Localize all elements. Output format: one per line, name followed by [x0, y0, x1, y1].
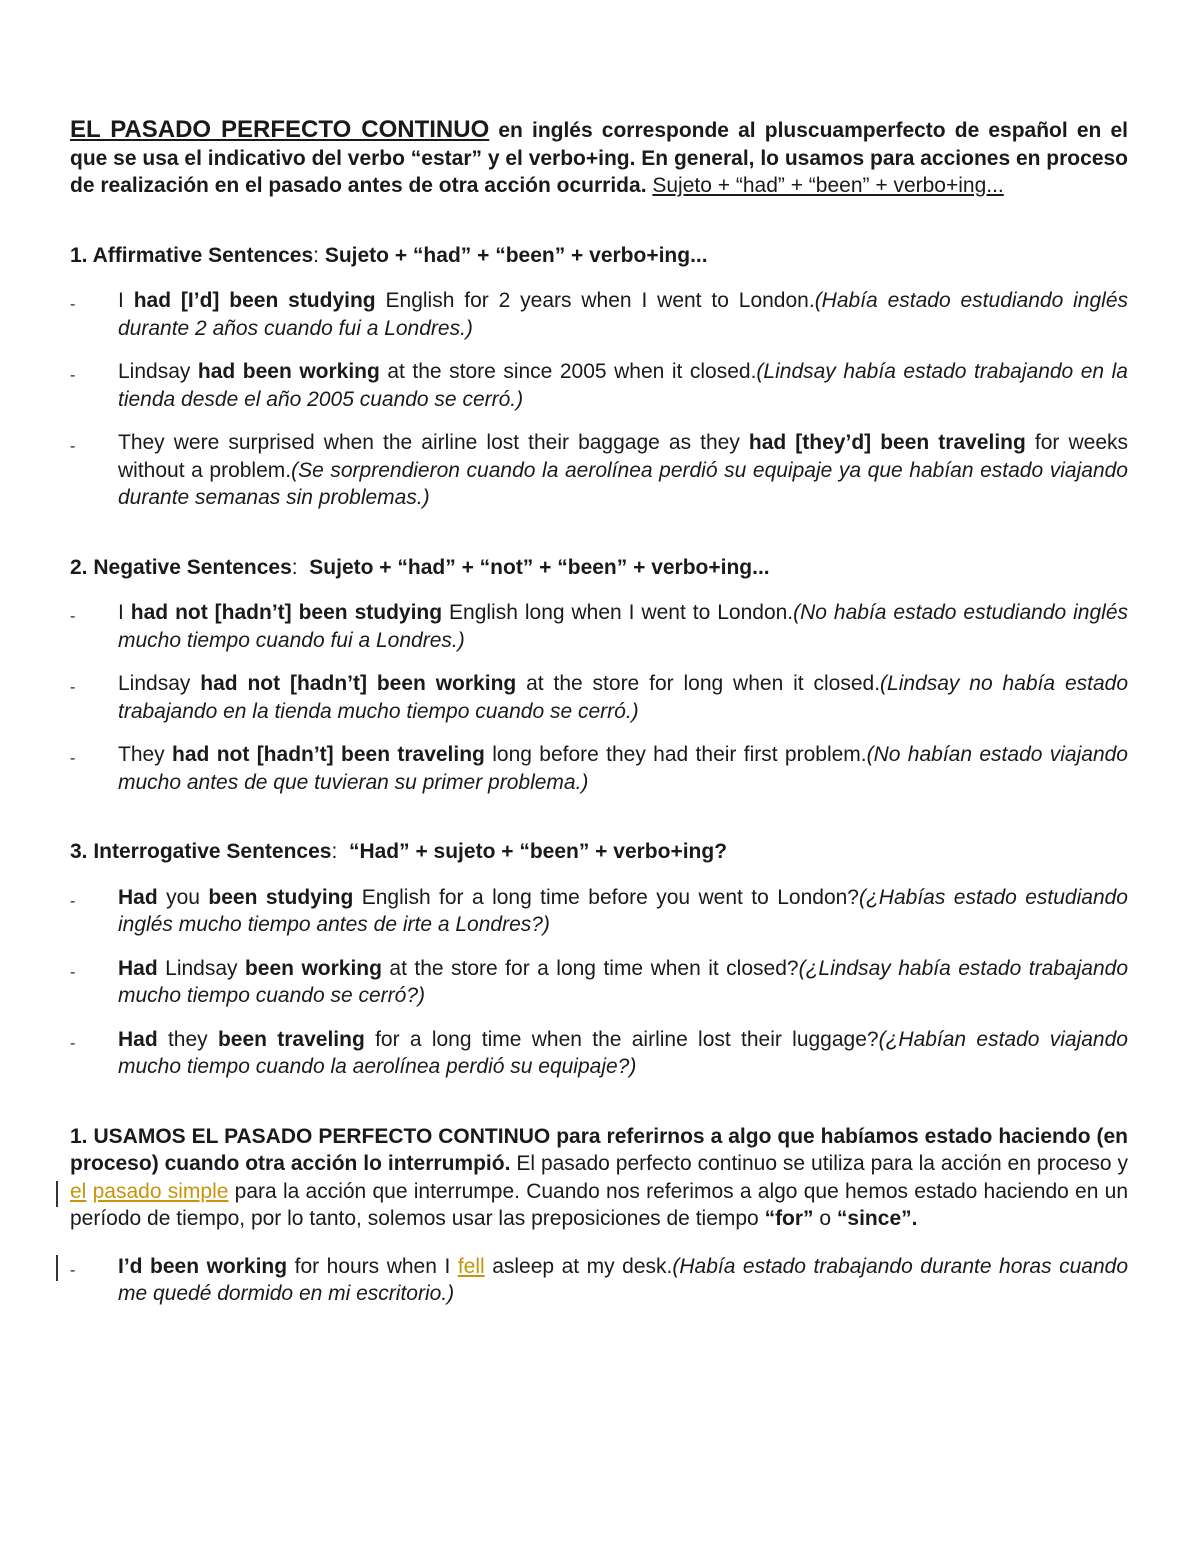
example-bold: I’d been working: [118, 1254, 288, 1278]
section-heading: [70, 554, 1128, 582]
bold-verb-phrase: Had: [118, 885, 158, 909]
example-item: [70, 287, 1128, 342]
section-heading: [70, 838, 1128, 866]
spanish-translation: (¿Habían estado viajando mucho tiempo cuando la aerolínea perdió su equipaje?): [118, 1027, 1128, 1078]
intro-text: en inglés corresponde al pluscuamperfecto de español en el que se usa el indicativo del verbo “estar” y el verbo+ing. En general, lo usamos para acciones en proceso de realización en el pasado antes de otra acción ocurrida.: [70, 119, 1128, 197]
section-heading: [70, 242, 1128, 270]
spanish-translation: (No había estado estudiando inglés mucho tiempo cuando fui a Londres.): [118, 601, 1129, 652]
sentence-text: long before they had their first problem.: [484, 743, 867, 766]
sentence-text: for weeks without a problem.: [118, 431, 1128, 482]
bullet-dash: -: [70, 608, 76, 625]
section-title: 2. Negative Sentences: [70, 555, 292, 579]
section-formula: Sujeto + “had” + “not” + “been” + verbo+ing...: [297, 555, 770, 579]
sentence-text: English long when I went to London.: [442, 601, 794, 624]
example-item: [70, 670, 1128, 725]
section-formula: Sujeto + “had” + “been” + verbo+ing...: [319, 243, 708, 267]
example-link-fell[interactable]: fell: [457, 1254, 485, 1278]
bullet-dash: -: [70, 892, 76, 910]
usage-link-el[interactable]: el: [70, 1179, 87, 1203]
bold-verb-phrase: Had: [118, 956, 158, 980]
bold-verb-phrase: had not [hadn’t] been traveling: [172, 743, 485, 766]
section-title: 1. Affirmative Sentences: [70, 243, 314, 267]
example-text-2: asleep at my desk.: [484, 1254, 673, 1278]
section-title: 3. Interrogative Sentences: [70, 840, 332, 863]
spanish-translation: (Había estado estudiando inglés durante 2 años cuando fui a Londres.): [118, 289, 1128, 340]
usage-lead: 1. USAMOS EL PASADO PERFECTO CONTINUO para referirnos a algo que habíamos estado haciendo (en proceso) cuando otra acción lo interrumpió.: [70, 1124, 1128, 1175]
bullet-dash: -: [70, 750, 76, 767]
document-page: [70, 116, 1128, 1308]
section-formula: “Had” + sujeto + “been” + verbo+ing?: [337, 840, 728, 863]
revision-bar: [56, 1181, 58, 1207]
sentence-text: They: [118, 743, 173, 766]
sentence-text: Lindsay: [157, 956, 245, 980]
bold-verb-phrase: had [I’d] been studying: [133, 289, 376, 312]
example-item: [70, 358, 1128, 413]
bold-verb-phrase: been working: [244, 956, 382, 980]
section-colon: :: [291, 555, 298, 579]
sentence-text: Lindsay: [118, 672, 201, 695]
example-item: [70, 1026, 1128, 1081]
usage-text-2: para la acción que interrumpe. Cuando nos referimos a algo que hemos estado haciendo en un período de tiempo, por lo tanto, solemos usar las preposiciones de tiempo: [70, 1179, 1128, 1230]
spanish-translation: (Lindsay había estado trabajando en la tienda desde el año 2005 cuando se cerró.): [118, 360, 1128, 411]
usage-text-1: El pasado perfecto continuo se utiliza para la acción en proceso y: [510, 1152, 1128, 1175]
bullet-dash: -: [70, 1034, 76, 1052]
bold-verb-phrase: had not [hadn’t] been working: [200, 672, 517, 695]
sentence-text: at the store for long when it closed.: [516, 672, 881, 695]
bullet-dash: -: [70, 963, 76, 981]
section-colon: :: [313, 243, 319, 267]
intro-formula: Sujeto + “had” + “been” + verbo+ing...: [652, 174, 1004, 197]
example-item: [70, 429, 1128, 512]
sentence-text: English for 2 years when I went to London.: [375, 289, 815, 312]
bullet-dash: -: [70, 1261, 76, 1279]
bold-verb-phrase: had not [hadn’t] been studying: [130, 601, 443, 624]
intro-paragraph: [70, 116, 1128, 200]
bullet-dash: -: [70, 679, 76, 696]
spanish-translation: (Se sorprendieron cuando la aerolínea perdió su equipaje ya que habían estado viajando durante semanas sin problemas.): [118, 458, 1128, 509]
bullet-dash: -: [70, 296, 76, 313]
example-item: [70, 884, 1128, 939]
sentence-sections: [70, 242, 1128, 1081]
usage-link-pasado-simple[interactable]: pasado simple: [92, 1179, 229, 1203]
example-item: [70, 741, 1128, 796]
bold-verb-phrase: had [they’d] been traveling: [748, 431, 1026, 454]
bullet-dash: -: [70, 367, 76, 384]
revision-bar: [56, 1255, 58, 1281]
sentence-text: for a long time when the airline lost their luggage?: [364, 1027, 879, 1051]
usage-o: o: [813, 1207, 837, 1230]
example-item: [70, 599, 1128, 654]
document-title: EL PASADO PERFECTO CONTINUO: [70, 116, 490, 143]
usage-since: “since”.: [836, 1207, 918, 1230]
usage-section: [70, 1123, 1128, 1308]
sentence-text: I: [118, 601, 131, 624]
usage-paragraph: [70, 1123, 1128, 1233]
sentence-text: They were surprised when the airline lost their baggage as they: [118, 431, 749, 454]
example-text-1: for hours when I: [287, 1254, 458, 1278]
bold-verb-phrase: been studying: [208, 885, 354, 909]
sentence-text: English for a long time before you went to London?: [353, 885, 859, 909]
sentence-text: I: [118, 289, 134, 312]
spanish-translation: (¿Habías estado estudiando inglés mucho tiempo antes de irte a Londres?): [118, 885, 1128, 936]
bold-verb-phrase: had been working: [197, 360, 380, 383]
spanish-translation: (Lindsay no había estado trabajando en la tienda mucho tiempo cuando se cerró.): [118, 672, 1128, 723]
spanish-translation: (No habían estado viajando mucho antes de que tuvieran su primer problema.): [118, 743, 1128, 794]
sentence-text: they: [157, 1027, 218, 1051]
usage-example: [70, 1253, 1128, 1308]
bullet-dash: -: [70, 438, 76, 455]
usage-for: “for”: [764, 1207, 814, 1230]
bold-verb-phrase: been traveling: [217, 1027, 365, 1051]
bold-verb-phrase: Had: [118, 1027, 158, 1051]
example-translation: (Había estado trabajando durante horas cuando me quedé dormido en mi escritorio.): [118, 1254, 1129, 1305]
sentence-text: at the store for a long time when it closed?: [381, 956, 799, 980]
example-item: [70, 955, 1128, 1010]
section-colon: :: [331, 840, 338, 863]
spanish-translation: (¿Lindsay había estado trabajando mucho tiempo cuando se cerró?): [118, 956, 1128, 1007]
sentence-text: at the store since 2005 when it closed.: [379, 360, 757, 383]
sentence-text: you: [157, 885, 209, 909]
sentence-text: Lindsay: [118, 360, 198, 383]
